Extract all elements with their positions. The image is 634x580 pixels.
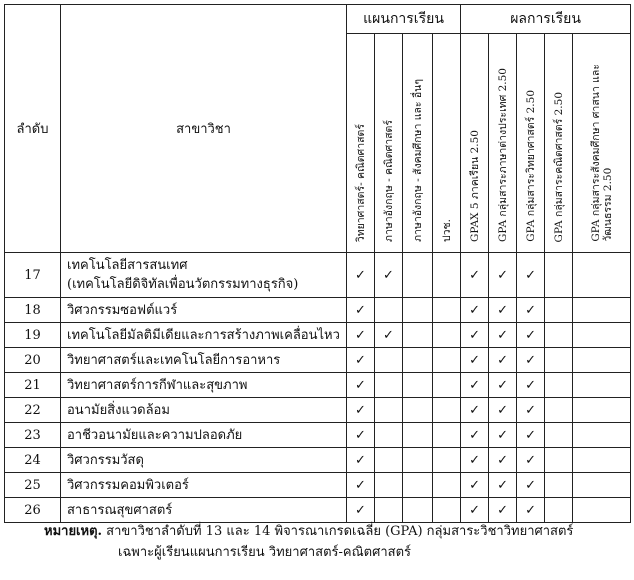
plan-check-icon: ✓ <box>375 253 403 298</box>
plan-empty-cell <box>433 323 461 348</box>
plan-empty-cell <box>403 398 433 423</box>
result-check-icon: ✓ <box>489 423 517 448</box>
result-column-header <box>489 34 517 253</box>
plan-empty-cell <box>433 498 461 523</box>
plan-check-icon: ✓ <box>347 253 375 298</box>
footnote-line <box>44 521 630 542</box>
result-column-header <box>517 34 545 253</box>
result-check-icon: ✓ <box>489 448 517 473</box>
result-empty-cell <box>545 298 573 323</box>
row-order-number: 18 <box>5 298 61 323</box>
result-column-label: GPA กลุ่มสาระวิทยาศาสตร์ 2.50 <box>524 90 537 242</box>
row-order-number: 24 <box>5 448 61 473</box>
subject-subtitle: (เทคโนโลยีดิจิทัลเพื่อนวัตกรรมทางธุรกิจ) <box>67 277 299 292</box>
row-subject <box>61 448 347 473</box>
result-empty-cell <box>573 253 631 298</box>
footnote <box>44 521 630 563</box>
table-header <box>5 5 631 253</box>
result-column-header <box>545 34 573 253</box>
result-check-icon: ✓ <box>461 423 489 448</box>
result-check-icon: ✓ <box>489 498 517 523</box>
result-empty-cell <box>573 373 631 398</box>
result-check-icon: ✓ <box>517 348 545 373</box>
plan-empty-cell <box>433 423 461 448</box>
result-check-icon: ✓ <box>517 323 545 348</box>
subject-name: เทคโนโลยีมัลติมีเดียและการสร้างภาพเคลื่อนไหว <box>67 327 340 343</box>
plan-empty-cell <box>403 423 433 448</box>
plan-check-icon: ✓ <box>347 398 375 423</box>
result-empty-cell <box>545 423 573 448</box>
plan-empty-cell <box>403 253 433 298</box>
result-empty-cell <box>573 398 631 423</box>
plan-check-icon: ✓ <box>347 473 375 498</box>
result-column-label: GPA กลุ่มสาระสังคมศึกษา ศาสนา และ วัฒนธรรม 2.50 <box>589 64 614 242</box>
plan-empty-cell <box>403 373 433 398</box>
order-column-header: ลำดับ <box>5 5 61 253</box>
row-subject <box>61 348 347 373</box>
plan-empty-cell <box>403 448 433 473</box>
subject-name: สาธารณสุขศาสตร์ <box>67 502 173 518</box>
subject-name: วิทยาศาสตร์การกีฬาและสุขภาพ <box>67 377 248 393</box>
row-order-number: 26 <box>5 498 61 523</box>
result-check-icon: ✓ <box>461 323 489 348</box>
result-check-icon: ✓ <box>489 323 517 348</box>
result-check-icon: ✓ <box>489 298 517 323</box>
result-check-icon: ✓ <box>461 253 489 298</box>
result-check-icon: ✓ <box>517 398 545 423</box>
plan-check-icon: ✓ <box>347 298 375 323</box>
plan-check-icon: ✓ <box>347 498 375 523</box>
plan-column-header <box>403 34 433 253</box>
study-plan-group-header: แผนการเรียน <box>347 5 461 34</box>
row-subject <box>61 473 347 498</box>
table-row <box>5 448 631 473</box>
result-check-icon: ✓ <box>517 448 545 473</box>
plan-empty-cell <box>403 298 433 323</box>
plan-column-header <box>347 34 375 253</box>
plan-empty-cell <box>375 373 403 398</box>
result-check-icon: ✓ <box>489 348 517 373</box>
result-check-icon: ✓ <box>517 298 545 323</box>
subject-name: วิทยาศาสตร์และเทคโนโลยีการอาหาร <box>67 352 281 368</box>
plan-check-icon: ✓ <box>375 323 403 348</box>
row-order-number: 17 <box>5 253 61 298</box>
table-row <box>5 373 631 398</box>
result-column-header <box>461 34 489 253</box>
result-check-icon: ✓ <box>517 498 545 523</box>
plan-empty-cell <box>375 348 403 373</box>
plan-empty-cell <box>375 423 403 448</box>
row-subject <box>61 423 347 448</box>
table-row <box>5 398 631 423</box>
subject-name: อาชีวอนามัยและความปลอดภัย <box>67 427 243 443</box>
row-order-number: 21 <box>5 373 61 398</box>
subject-name: เทคโนโลยีสารสนเทศ <box>67 258 188 273</box>
table-row <box>5 498 631 523</box>
result-column-label: GPAX 5 ภาคเรียน 2.50 <box>468 129 481 242</box>
plan-column-label: ภาษาอังกฤษ - สังคมศึกษา และ อื่นๆ <box>411 79 424 242</box>
result-empty-cell <box>545 448 573 473</box>
row-order-number: 25 <box>5 473 61 498</box>
plan-empty-cell <box>403 348 433 373</box>
row-subject <box>61 323 347 348</box>
plan-empty-cell <box>403 323 433 348</box>
result-check-icon: ✓ <box>489 398 517 423</box>
result-check-icon: ✓ <box>489 373 517 398</box>
plan-empty-cell <box>433 473 461 498</box>
plan-column-label: ปวช. <box>440 218 453 242</box>
row-order-number: 22 <box>5 398 61 423</box>
result-check-icon: ✓ <box>489 473 517 498</box>
plan-empty-cell <box>375 448 403 473</box>
plan-check-icon: ✓ <box>347 323 375 348</box>
result-empty-cell <box>573 323 631 348</box>
result-empty-cell <box>545 398 573 423</box>
result-check-icon: ✓ <box>517 373 545 398</box>
result-check-icon: ✓ <box>517 253 545 298</box>
subject-name: วิศวกรรมซอฟต์แวร์ <box>67 302 178 318</box>
academic-result-group-header: ผลการเรียน <box>461 5 631 34</box>
admission-criteria-table <box>4 4 631 523</box>
table-row <box>5 473 631 498</box>
result-check-icon: ✓ <box>489 253 517 298</box>
plan-empty-cell <box>433 373 461 398</box>
plan-empty-cell <box>433 253 461 298</box>
result-check-icon: ✓ <box>461 448 489 473</box>
row-order-number: 23 <box>5 423 61 448</box>
result-column-label: GPA กลุ่มสาระคณิตศาสตร์ 2.50 <box>552 91 565 242</box>
table-body <box>5 253 631 523</box>
plan-empty-cell <box>375 473 403 498</box>
result-empty-cell <box>573 448 631 473</box>
result-check-icon: ✓ <box>461 473 489 498</box>
result-empty-cell <box>545 253 573 298</box>
footnote-label: หมายเหตุ. <box>44 524 103 539</box>
result-check-icon: ✓ <box>461 398 489 423</box>
result-check-icon: ✓ <box>461 498 489 523</box>
plan-empty-cell <box>433 448 461 473</box>
result-empty-cell <box>545 498 573 523</box>
row-order-number: 20 <box>5 348 61 373</box>
result-check-icon: ✓ <box>517 423 545 448</box>
subject-name: วิศวกรรมคอมพิวเตอร์ <box>67 477 189 493</box>
result-column-label: GPA กลุ่มสาระภาษาต่างประเทศ 2.50 <box>496 67 509 242</box>
result-column-header <box>573 34 631 253</box>
subject-column-header: สาขาวิชา <box>61 5 347 253</box>
footnote-text: สาขาวิชาลำดับที่ 13 และ 14 พิจารณาเกรดเฉลี่ย (GPA) กลุ่มสาระวิชาวิทยาศาสตร์ <box>102 524 574 539</box>
table-row <box>5 253 631 298</box>
result-empty-cell <box>573 498 631 523</box>
row-subject <box>61 373 347 398</box>
subject-name: อนามัยสิ่งแวดล้อม <box>67 402 170 418</box>
row-subject <box>61 398 347 423</box>
plan-empty-cell <box>375 498 403 523</box>
plan-empty-cell <box>403 498 433 523</box>
result-check-icon: ✓ <box>461 298 489 323</box>
plan-column-label: ภาษาอังกฤษ - คณิตศาสตร์ <box>382 120 395 242</box>
result-empty-cell <box>573 298 631 323</box>
plan-empty-cell <box>403 473 433 498</box>
plan-check-icon: ✓ <box>347 448 375 473</box>
plan-check-icon: ✓ <box>347 373 375 398</box>
result-check-icon: ✓ <box>461 348 489 373</box>
plan-empty-cell <box>375 398 403 423</box>
footnote-line: เฉพาะผู้เรียนแผนการเรียน วิทยาศาสตร์-คณิตศาสตร์ <box>118 545 411 560</box>
table-row <box>5 323 631 348</box>
plan-column-label: วิทยาศาสตร์- คณิตศาสตร์ <box>354 123 367 242</box>
result-empty-cell <box>545 323 573 348</box>
subject-name: วิศวกรรมวัสดุ <box>67 452 144 468</box>
row-order-number: 19 <box>5 323 61 348</box>
table-row <box>5 298 631 323</box>
result-empty-cell <box>545 348 573 373</box>
table-row <box>5 348 631 373</box>
result-empty-cell <box>573 348 631 373</box>
plan-check-icon: ✓ <box>347 348 375 373</box>
plan-column-header <box>375 34 403 253</box>
result-empty-cell <box>545 473 573 498</box>
plan-empty-cell <box>433 348 461 373</box>
row-subject <box>61 298 347 323</box>
result-empty-cell <box>573 473 631 498</box>
plan-column-header <box>433 34 461 253</box>
plan-empty-cell <box>375 298 403 323</box>
table-row <box>5 423 631 448</box>
plan-empty-cell <box>433 298 461 323</box>
row-subject <box>61 498 347 523</box>
plan-empty-cell <box>433 398 461 423</box>
result-empty-cell <box>545 373 573 398</box>
result-check-icon: ✓ <box>517 473 545 498</box>
result-check-icon: ✓ <box>461 373 489 398</box>
result-empty-cell <box>573 423 631 448</box>
plan-check-icon: ✓ <box>347 423 375 448</box>
row-subject <box>61 253 347 298</box>
